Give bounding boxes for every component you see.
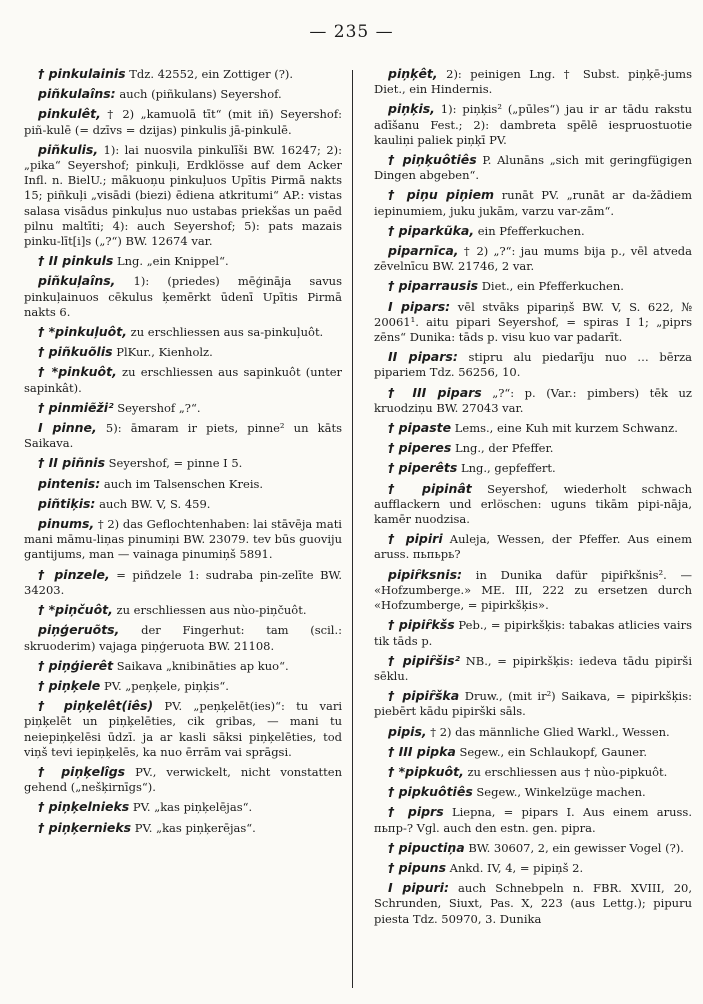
- entry-headword: † pipuns: [388, 859, 447, 875]
- entry-definition: zu erschliessen aus nùo-piņčuôt.: [112, 603, 307, 618]
- entry-headword: † III pipars: [388, 384, 482, 400]
- entry-headword: pinums,: [38, 516, 95, 532]
- entry-headword: † pipiri: [388, 531, 443, 547]
- dictionary-entry: [374, 724, 692, 740]
- entry-headword: † pinzele,: [38, 566, 110, 582]
- entry-definition: = piñdzele 1: sudraba pin-zelīte BW. 34203.: [24, 567, 342, 597]
- dictionary-entry: [374, 860, 692, 876]
- dictionary-entry: [24, 678, 342, 694]
- entry-definition: BW. 30607, 2, ein gewisser Vogel (?).: [464, 840, 684, 855]
- entry-headword: † pipuctiņa: [388, 839, 465, 855]
- entry-headword: † *pipkuôt,: [388, 763, 464, 779]
- dictionary-entry: [24, 324, 342, 340]
- entry-headword: † pipiȓkšs: [388, 617, 455, 633]
- dictionary-entry: [24, 799, 342, 815]
- entry-definition: Lems., eine Kuh mit kurzem Schwanz.: [451, 421, 678, 436]
- entry-headword: pinkulêt,: [38, 106, 101, 122]
- entry-headword: † III pipka: [388, 743, 456, 759]
- entry-definition: 5): āmaram ir piets, pinne² un kāts Saikava.: [24, 421, 342, 451]
- dictionary-entry: [24, 698, 342, 760]
- entry-headword: pipiȓksnis:: [388, 566, 463, 582]
- entry-headword: pipis,: [388, 723, 427, 739]
- entry-definition: † 2) „?“: jau mums bija p., vēl atveda zēvelnīcu BW. 21746, 2 var.: [374, 244, 692, 274]
- entry-definition: NB., = pipirkšķis: iedeva tādu pipirši sēklu.: [374, 653, 692, 683]
- entry-definition: „?“: p. (Var.: pimbers) tēk uz kruodziņu BW. 27043 var.: [374, 385, 692, 415]
- entry-headword: † pipinât: [388, 480, 472, 496]
- entry-definition: 1): piņķis² („pūles“) jau ir ar tādu rakstu adīšanu Fest.; 2): dambreta spēlē iespruostuotie kauliņi paliek piņķī PV.: [374, 102, 692, 147]
- dictionary-entry: [374, 440, 692, 456]
- entry-headword: piñkuļaîns,: [38, 273, 116, 289]
- entry-definition: Druw., (mit ir²) Saikava, = pipirkšķis: piebērt kādu pipirški sāls.: [374, 689, 693, 719]
- entry-definition: Lng., gepfeffert.: [457, 461, 556, 476]
- dictionary-entry: [24, 253, 342, 269]
- entry-definition: Segew., ein Schlaukopf, Gauner.: [455, 744, 647, 759]
- dictionary-entry: [24, 820, 342, 836]
- entry-definition: stipru alu piedarīju nuo … bērza pipariem Tdz. 56256, 10.: [374, 350, 692, 380]
- entry-headword: † *pinkuôt,: [38, 364, 117, 380]
- entry-definition: Liepna, = pipars I. Aus einem aruss. пьпр-? Vgl. auch den estn. gen. pipra.: [374, 805, 692, 835]
- entry-definition: Segew., Winkelzüge machen.: [472, 785, 646, 800]
- entry-definition: † 2) „kamuolā tīt“ (mit iñ) Seyershof: piñ-kulē (= dzīvs = dzijas) pinkulis jā-pinkulē.: [24, 107, 342, 137]
- dictionary-entry: [374, 784, 692, 800]
- entry-definition: Ankd. IV, 4, = pipiņš 2.: [446, 860, 584, 875]
- dictionary-entry: [374, 481, 692, 528]
- entry-headword: † pipkuôtiês: [388, 784, 473, 800]
- entry-headword: † piņģierêt: [38, 657, 114, 673]
- entry-definition: auch im Talsenschen Kreis.: [100, 476, 264, 491]
- dictionary-entry: [374, 880, 692, 927]
- column-divider: [352, 70, 353, 988]
- page-number: — 235 —: [309, 22, 394, 42]
- entry-definition: PlKur., Kienholz.: [112, 345, 213, 360]
- dictionary-entry: [24, 496, 342, 512]
- dictionary-entry: [374, 744, 692, 760]
- dictionary-entry: [24, 106, 342, 137]
- dictionary-entry: [24, 344, 342, 360]
- dictionary-entry: [24, 476, 342, 492]
- dictionary-entry: [374, 617, 692, 648]
- entry-definition: Tdz. 42552, ein Zottiger (?).: [125, 67, 294, 81]
- dictionary-entry: [24, 567, 342, 598]
- entry-headword: † piperêts: [388, 460, 458, 476]
- entry-definition: PV. „kas piņķelējas“.: [129, 800, 253, 815]
- entry-headword: I pinne,: [38, 420, 97, 436]
- dictionary-entry: [24, 764, 342, 795]
- dictionary-entry: [374, 349, 692, 380]
- dictionary-entry: [24, 420, 342, 451]
- right-column: [374, 66, 692, 931]
- entry-headword: † II pinkuls: [38, 253, 114, 269]
- entry-headword: † piperes: [388, 440, 452, 456]
- left-column: [24, 66, 342, 840]
- entry-definition: runāt PV. „runāt ar da-žādiem iepinumiem, juku jukām, varzu var-zām“.: [374, 188, 693, 218]
- entry-definition: Seyershof, = pinne I 5.: [105, 456, 243, 471]
- entry-headword: † pipiȓška: [388, 688, 460, 704]
- entry-headword: piñtiķis:: [38, 495, 96, 511]
- entry-headword: piņģeruõts,: [38, 622, 120, 638]
- entry-definition: Lng. „ein Knippel“.: [113, 254, 229, 269]
- entry-definition: 2): peinigen Lng. † Subst. piņķē-jums Diet., ein Hindernis.: [374, 67, 692, 97]
- dictionary-entry: [24, 516, 342, 563]
- entry-headword: † piparkũka,: [388, 222, 475, 238]
- entry-headword: † piņķele: [38, 677, 101, 693]
- entry-definition: PV. „kas piņķerējas“.: [131, 820, 256, 835]
- entry-definition: der Fingerhut: tam (scil.: skruoderim) vajaga piņģeruota BW. 21108.: [24, 623, 342, 653]
- dictionary-entry: [374, 101, 692, 148]
- dictionary-entry: [374, 152, 692, 183]
- entry-headword: † piprs: [388, 804, 444, 820]
- entry-headword: † pipaste: [388, 420, 452, 436]
- entry-definition: † 2) das männliche Glied Warkl., Wessen.: [426, 724, 670, 739]
- dictionary-entry: [24, 622, 342, 653]
- entry-headword: I pipars:: [388, 298, 451, 314]
- entry-definition: Auleja, Wessen, der Pfeffer. Aus einem aruss. пьпьрь?: [374, 532, 692, 562]
- dictionary-entry: [24, 66, 342, 82]
- entry-definition: zu erschliessen aus † nùo-pipkuôt.: [463, 764, 668, 779]
- entry-headword: † piñkuõlis: [38, 344, 113, 360]
- entry-headword: † pinkulainis: [38, 66, 126, 81]
- dictionary-entry: [374, 688, 692, 719]
- entry-definition: Diet., ein Pfefferkuchen.: [478, 279, 624, 294]
- dictionary-entry: [24, 658, 342, 674]
- entry-definition: Seyershof „?“.: [113, 400, 201, 415]
- entry-definition: auch (piñkulans) Seyershof.: [115, 87, 282, 102]
- entry-definition: zu erschliessen aus sapinkuôt (unter sapinkât).: [24, 365, 342, 395]
- entry-definition: auch BW. V, S. 459.: [95, 496, 211, 511]
- entry-headword: II pipars:: [388, 349, 458, 365]
- entry-headword: piñkulaîns:: [38, 86, 116, 102]
- entry-headword: † II piñnis: [38, 455, 106, 471]
- dictionary-entry: [24, 142, 342, 249]
- entry-definition: PV. „peņķelēt(ies)“: tu vari piņķelēt un piņķelēties, cik gribas, — mani tu neiepiņķelēsi ūdzī. ja ar kasli sāksi piņķelēties, tod viņš tevi iepiņķelēs, ka nuo ērrām vai sprāgsi.: [24, 699, 343, 759]
- dictionary-entry: [374, 299, 692, 346]
- dictionary-entry: [374, 420, 692, 436]
- dictionary-entry: [374, 243, 692, 274]
- dictionary-entry: [24, 455, 342, 471]
- entry-definition: 1): lai nuosvila pinkulīši BW. 16247; 2): „pika“ Seyershof; pinkuļi, Erdklösse auf dem Acker Infl. n. BielU.; mākuoņu pinkuļuos Upītis Pirmā nakts 15; piñkuļi „visādi (biezi) ēdiena atkritumi“ AP.: vistas salasa visādus pinkuļus nuo ustabas priekšas un paēd pilnu maltīti; 4): auch Seyershof; 5): pats mazais pinku-līt[i]s („?“) BW. 12674 var.: [24, 142, 342, 249]
- entry-definition: 1): (priedes) mēģināja savus pinkuļainuos cēkulus ķemērkt ūdenī Upītis Pirmā nakts 6.: [24, 274, 342, 319]
- entry-headword: † piņķelnieks: [38, 799, 130, 815]
- dictionary-entry: [374, 460, 692, 476]
- dictionary-entry: [24, 400, 342, 416]
- dictionary-entry: [374, 531, 692, 562]
- entry-headword: I pipuri:: [388, 880, 449, 896]
- entry-definition: vēl stvāks pipariņš BW. V, S. 622, № 20061¹. aitu pipari Seyershof, = spiras I 1; „piprs zēns“ Dunika: tāds p. visu kuo var padarīt.: [374, 299, 692, 345]
- entry-definition: Lng., der Pfeffer.: [451, 441, 554, 456]
- entry-definition: Saikava „knibināties ap kuo“.: [113, 658, 289, 673]
- entry-headword: † piņķelêt(iês): [38, 698, 154, 714]
- entry-headword: † piparrausis: [388, 278, 479, 294]
- dictionary-entry: [374, 840, 692, 856]
- entry-headword: † piņķelîgs: [38, 763, 126, 779]
- dictionary-entry: [374, 653, 692, 684]
- entry-headword: † pipiȓšis²: [388, 652, 460, 668]
- entry-definition: in Dunika dafür pipiȓkšnis². — «Hofzumberge.» ME. III, 222 zu ersetzen durch «Hofzumberge, = pipirkšķis».: [374, 567, 692, 613]
- dictionary-entry: [374, 385, 692, 416]
- entry-headword: † pinmiẽži²: [38, 399, 114, 415]
- dictionary-entry: [24, 273, 342, 320]
- dictionary-entry: [374, 764, 692, 780]
- entry-headword: † piņķernieks: [38, 819, 132, 835]
- dictionary-entry: [374, 804, 692, 835]
- entry-definition: auch Schnebpeln n. FBR. XVIII, 20, Schrunden, Siuxt, Pas. X, 223 (aus Lettg.); pipuru piesta Tdz. 50970, 3. Dunika: [374, 881, 693, 926]
- dictionary-entry: [374, 66, 692, 97]
- entry-headword: † piņu piņiem: [388, 187, 495, 203]
- dictionary-entry: [374, 187, 692, 218]
- entry-definition: Seyershof, wiederholt schwach aufflackern und erlöschen: uguns tikām pipi-nāja, kamēr nuodzisa.: [374, 481, 692, 527]
- entry-definition: Peb., = pipirkšķis: tabakas atlicies vairs tik tāds p.: [374, 618, 692, 648]
- entry-headword: † piņķuôtiês: [388, 152, 477, 168]
- entry-headword: piņķêt,: [388, 66, 438, 81]
- entry-definition: P. Alunāns „sich mit geringfügigen Dingen abgeben“.: [374, 153, 692, 183]
- entry-headword: † *pinkuļuôt,: [38, 324, 127, 340]
- dictionary-entry: [24, 364, 342, 395]
- entry-headword: pintenis:: [38, 475, 101, 491]
- dictionary-entry: [374, 278, 692, 294]
- entry-headword: piparnīca,: [388, 243, 459, 259]
- dictionary-entry: [24, 602, 342, 618]
- entry-definition: † 2) das Geflochtenhaben: lai stāvēja mati mani māmu-liņas pinumiņi BW. 23079. tev būs guoviju gantijums, man — vainaga pinumiņš 5891.: [24, 517, 342, 562]
- entry-definition: PV. „peņķele, piņķis“.: [100, 678, 229, 693]
- entry-definition: ein Pfefferkuchen.: [474, 223, 585, 238]
- dictionary-entry: [374, 567, 692, 614]
- entry-definition: zu erschliessen aus sa-pinkuļuôt.: [126, 325, 324, 340]
- entry-headword: piñkulis,: [38, 141, 99, 157]
- entry-definition: PV., verwickelt, nicht vonstatten gehend („nešķirnīgs“).: [24, 764, 343, 795]
- entry-headword: piņķis,: [388, 101, 435, 117]
- dictionary-entry: [24, 86, 342, 102]
- dictionary-entry: [374, 223, 692, 239]
- entry-headword: † *piņčuôt,: [38, 602, 113, 618]
